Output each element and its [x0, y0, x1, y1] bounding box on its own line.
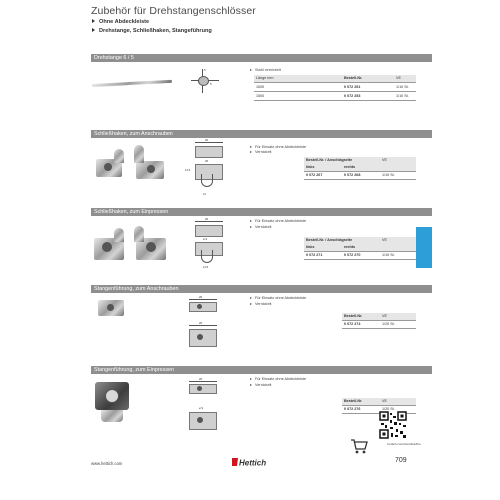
section-bar-schliesshaken-anschrauben: Schließhaken, zum Anschrauben [91, 130, 432, 138]
shopping-cart-icon[interactable] [350, 437, 368, 455]
dim-label: 11.5 [185, 168, 191, 172]
subtitle-2-text: Drehstange, Schließhaken, Stangeführung [99, 28, 212, 34]
dim-label: 26 [205, 217, 209, 221]
table-schliesshaken-anschrauben [304, 157, 416, 185]
bullet-item: Vernickelt [250, 225, 271, 229]
table-row: 1500 0 072 253 1/10 St. [256, 94, 409, 98]
qr-code-icon[interactable] [379, 411, 407, 439]
product-photo-guide-screw [98, 298, 126, 318]
subtitle-1 [92, 19, 149, 25]
subtitle-2 [92, 28, 212, 34]
dim-label: 26 [205, 159, 209, 163]
bullet-triangle-icon [92, 28, 95, 32]
section-bar-stangenfuehrung-einpressen: Stangenführung, zum Einpressen [91, 366, 432, 374]
section-bar-stangenfuehrung-anschrauben: Stangenführung, zum Anschrauben [91, 285, 432, 293]
technical-drawing-hook-screw [183, 138, 235, 200]
section-bar-schliesshaken-einpressen: Schließhaken, zum Einpressen [91, 208, 432, 216]
qr-caption: hettich.com/shortlink/blu [387, 442, 421, 446]
dim-label: ø 9 [203, 237, 208, 241]
subtitle-1-text: Ohne Abdeckleiste [99, 19, 150, 25]
bullet-item: Stahl vernickelt [250, 68, 281, 72]
table-row: 0 072 267 0 072 268 1/10 St. [306, 173, 395, 177]
table-row: 1000 0 072 251 1/10 St. [256, 85, 409, 89]
bullet-item: Vernickelt [250, 383, 271, 387]
table-header-row: Länge mm Bestell-Nr. VE [254, 75, 416, 82]
dim-label: 26 [199, 295, 203, 299]
dim-label: 11 [203, 192, 206, 196]
dim-label: 26 [205, 138, 209, 142]
table-drehstange [254, 75, 416, 105]
footer-url[interactable]: www.hettich.com [91, 461, 123, 466]
table-subheader-row: links rechts [304, 244, 416, 251]
bullet-item: Für Einsatz ohne Abdeckleiste [250, 219, 306, 223]
technical-drawing-guide-screw [183, 297, 223, 359]
section-bar-drehstange: Drehstange 6 / 5 [91, 54, 432, 62]
side-tab[interactable] [416, 227, 432, 268]
product-photo-guide-press [93, 380, 133, 428]
technical-drawing-guide-press [183, 378, 223, 440]
bullet-item: Vernickelt [250, 150, 271, 154]
bullet-triangle-icon [92, 19, 95, 23]
table-row: 0 072 276 1/20 St. [344, 407, 395, 411]
hettich-logo [232, 455, 272, 467]
bullet-item: Vernickelt [250, 302, 271, 306]
table-schliesshaken-einpressen [304, 237, 416, 265]
bullet-item: Für Einsatz ohne Abdeckleiste [250, 296, 306, 300]
dim-label: 26 [199, 321, 203, 325]
table-header-row: Bestell-Nr. / Anschlagseite VE [304, 157, 416, 164]
table-header-row: Bestell-Nr. / Anschlagseite VE [304, 237, 416, 244]
page-title: Zubehör für Drehstangenschlösser [91, 5, 256, 17]
table-stangenfuehrung-anschrauben [342, 313, 416, 333]
dim-label: 11.5 [203, 265, 209, 269]
page-number: 709 [395, 457, 407, 464]
dim-label: 6 [204, 68, 206, 72]
bullet-item: Für Einsatz ohne Abdeckleiste [250, 145, 306, 149]
bullet-item: Für Einsatz ohne Abdeckleiste [250, 377, 306, 381]
dim-label: ø 9 [199, 406, 204, 410]
product-photo-rod [92, 83, 172, 89]
dim-label: 5 [210, 82, 212, 86]
dim-label: 26 [199, 377, 203, 381]
table-row: 0 072 271 0 072 270 1/10 St. [306, 253, 395, 257]
technical-drawing-hook-press [183, 217, 235, 273]
table-row: 0 072 274 1/20 St. [344, 322, 395, 326]
product-photo-hook-press [92, 220, 174, 264]
table-subheader-row: links rechts [304, 164, 416, 171]
table-header-row: Bestell-Nr. VE [342, 398, 416, 405]
table-header-row: Bestell-Nr. VE [342, 313, 416, 320]
technical-drawing-rod [188, 66, 220, 94]
svg-text:Hettich: Hettich [239, 458, 267, 468]
product-photo-hook-screw [94, 143, 176, 185]
